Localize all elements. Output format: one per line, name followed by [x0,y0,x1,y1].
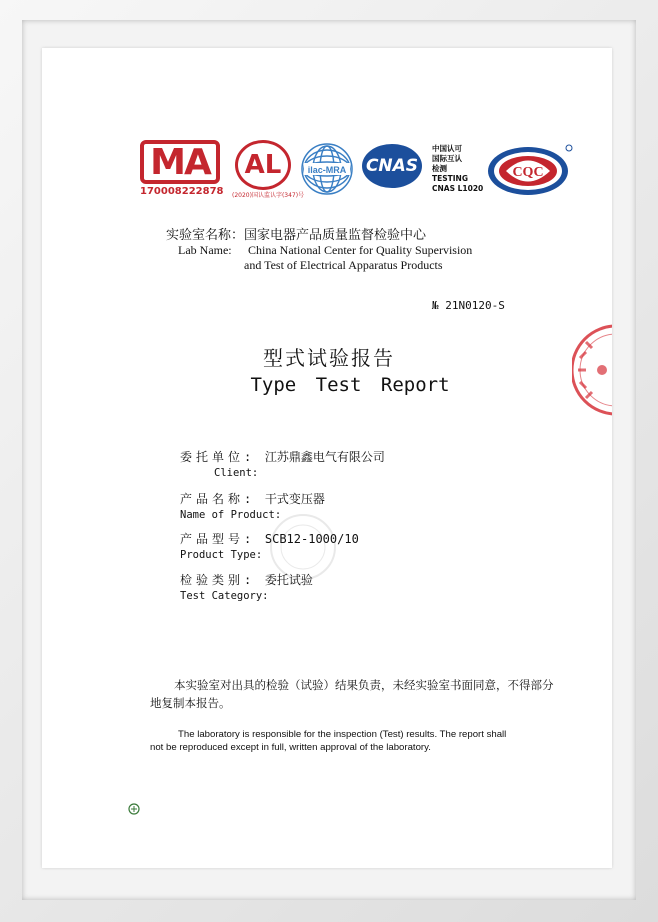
cnas-caption-line: 中国认可 [432,144,462,153]
cnas-caption-line: 检测 [432,164,447,173]
cal-logo [232,140,305,199]
lab-name-en-line2: and Test of Electrical Apparatus Products [244,258,443,272]
notice-en-line1: The laboratory is responsible for the inspection (Test) results. The report shall [178,729,507,740]
cma-mark: MA [140,140,220,184]
notice-en-line2: not be reproduced except in full, written approval of the laboratory. [150,742,431,753]
field-value: 委托试验 [264,573,313,587]
field-value: 江苏鼎鑫电气有限公司 [264,450,385,464]
small-seal-icon [128,800,140,812]
cnas-caption-line: 国际互认 [432,154,462,163]
cqc-logo [486,142,574,198]
field-client [180,446,385,479]
field-label-en: Product Type: [180,549,263,561]
field-label-en: Client: [214,467,259,479]
field-label-cn: 产品型号: [180,532,256,546]
report-number: № 21N0120-S [432,299,505,312]
cqc-mark: CQC [512,165,544,180]
cnas-mark: CNAS [362,144,422,188]
cnas-caption-line: CNAS L1020 [432,184,484,193]
report-title-cn: 型式试验报告 [263,346,395,370]
notice-en [150,728,560,754]
field-label-cn: 检验类别: [180,573,256,587]
ilac-mark: ilac-MRA [307,165,347,175]
field-value: 干式变压器 [264,492,325,506]
report-title-en: Type Test Report [250,374,450,396]
lab-name-cn: 实验室名称：国家电器产品质量监督检验中心 [166,228,427,243]
embossed-seal-watermark [268,512,338,582]
lab-name-en-line1: China National Center for Quality Supervision [248,243,473,257]
ilac-mra-logo [300,142,354,196]
cma-number: 170008222878 [140,186,224,197]
lab-name-en-row [178,243,472,258]
field-label-cn: 委托单位: [180,450,256,464]
cal-mark: AL [235,140,291,190]
field-value: SCB12-1000/10 [264,532,359,546]
cnas-logo [362,144,426,194]
notice-cn: 本实验室对出具的检验（试验）结果负责，未经实验室书面同意，不得部分地复制本报告。 [150,678,554,710]
cnas-caption [432,144,483,194]
accreditation-logos [140,140,580,200]
field-label-cn: 产品名称: [180,492,256,506]
cma-logo [140,140,222,198]
lab-name-label: Lab Name: [178,243,232,257]
field-label-en: Name of Product: [180,509,282,521]
field-label-en: Test Category: [180,590,269,602]
cnas-caption-line: TESTING [432,174,468,183]
cal-caption: (2020)国认监认字(347)号 [232,192,305,199]
